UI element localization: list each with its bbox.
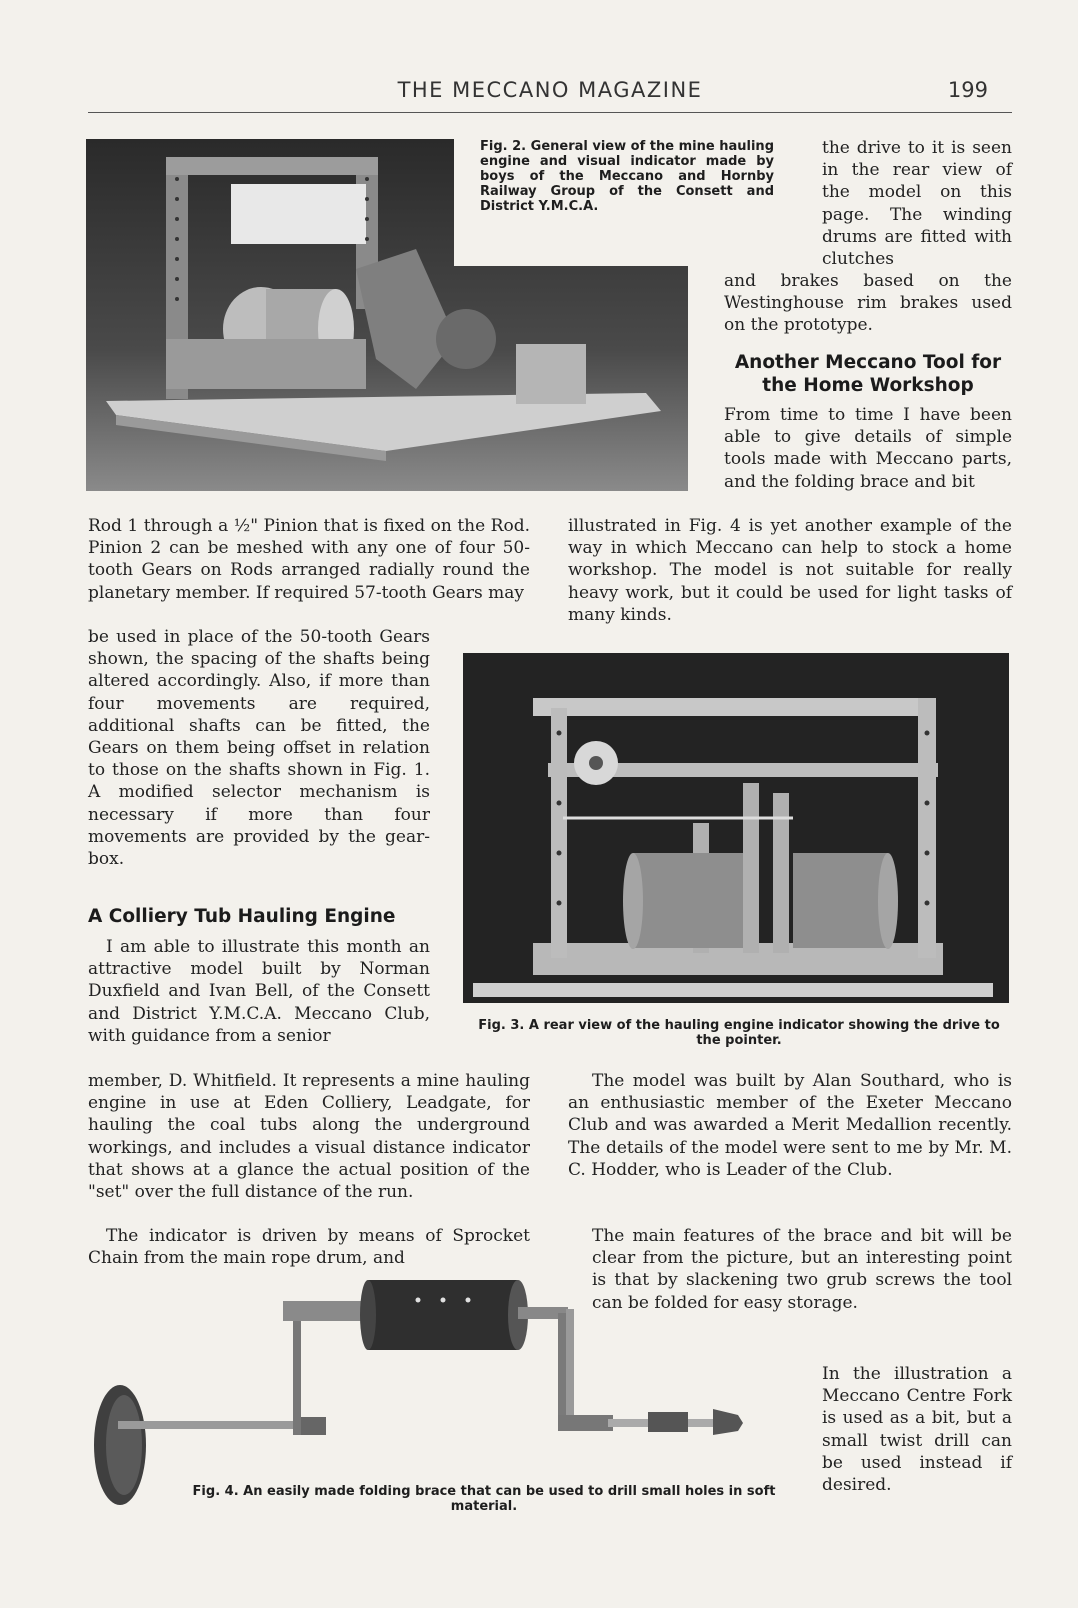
left-paragraph-1: Rod 1 through a ½" Pinion that is fixed on the Rod. Pinion 2 can be meshed with any one of four 50-tooth Gears on Rods arranged radially round the planetary member. If required 57-tooth Gears may: [88, 516, 530, 603]
right-top-paragraph-1: the drive to it is seen in the rear view of the model on this page. The winding drums are fitted with clutches: [822, 138, 1012, 270]
colliery-paragraph-2: member, D. Whitfield. It represents a mine hauling engine in use at Eden Colliery, Leadgate, for hauling the coal tubs along the underground workings, and includes a visual distance indicator that shows at a glance the actual position of the "set" over the full distance of the run.: [88, 1071, 530, 1203]
fig4-caption: Fig. 4. An easily made folding brace that can be used to drill small holes in soft material.: [192, 1484, 776, 1514]
magazine-title: THE MECCANO MAGAZINE: [397, 78, 703, 102]
right-bottom-paragraph-3: In the illustration a Meccano Centre Fork is used as a bit, but a small twist drill can be used instead if desired.: [822, 1364, 1012, 1496]
colliery-paragraph-3: The indicator is driven by means of Sprocket Chain from the main rope drum, and: [88, 1226, 530, 1269]
tool-section-heading: Another Meccano Tool for the Home Workshop: [734, 352, 1002, 396]
left-paragraph-2: be used in place of the 50-tooth Gears shown, the spacing of the shafts being altered accordingly. Also, if more than four movements are required, additional shafts can be fitted, the Gears on them being offset in relation to those on the shafts shown in Fig. 1. A modified selector mechanism is necessary if more than four movements are provided by the gear-box.: [88, 627, 430, 870]
running-header: [88, 78, 1012, 113]
tool-paragraph-2: illustrated in Fig. 4 is yet another example of the way in which Meccano can help to stock a home workshop. The model is not suitable for really heavy work, but it could be used for light tasks of many kinds.: [568, 516, 1012, 625]
fig3-photo: [463, 653, 1009, 1003]
colliery-section-heading: A Colliery Tub Hauling Engine: [88, 906, 396, 927]
right-top-paragraph-2: and brakes based on the Westinghouse rim brakes used on the prototype.: [724, 271, 1012, 336]
page-number: 199: [947, 78, 988, 102]
right-bottom-paragraph-1: The model was built by Alan Southard, who is an enthusiastic member of the Exeter Meccano Club and was awarded a Merit Medallion recently. The details of the model were sent to me by Mr. M. C. Hodder, who is Leader of the Club.: [568, 1071, 1012, 1180]
fig3-caption: [465, 1018, 1013, 1048]
fig4-illustration: [88, 1275, 788, 1505]
fig3-caption-text: Fig. 3. A rear view of the hauling engine indicator showing the drive to the pointer.: [478, 1018, 1000, 1048]
fig2-caption: Fig. 2. General view of the mine hauling engine and visual indicator made by boys of the Meccano and Hornby Railway Group of the Consett and District Y.M.C.A.: [480, 139, 774, 214]
colliery-paragraph-1: I am able to illustrate this month an attractive model built by Norman Duxfield and Ivan Bell, of the Consett and District Y.M.C.A. Meccano Club, with guidance from a senior: [88, 937, 430, 1046]
right-bottom-paragraph-2-text: The main features of the brace and bit will be clear from the picture, but an interesting point is that by slackening two grub screws the tool can be folded for easy storage.: [592, 1226, 1012, 1313]
tool-paragraph-1: From time to time I have been able to give details of simple tools made with Meccano parts, and the folding brace and bit: [724, 405, 1012, 492]
